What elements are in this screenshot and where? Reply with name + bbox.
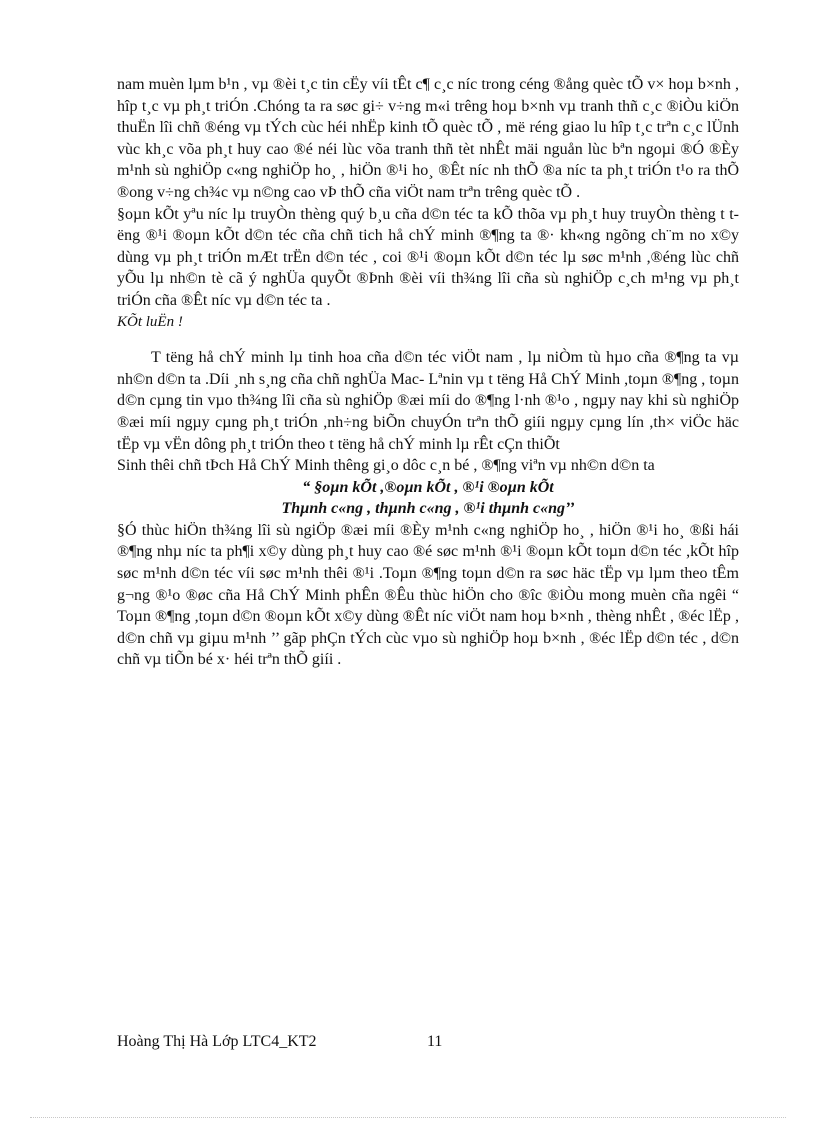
- section-heading: KÕt luËn !: [117, 313, 183, 330]
- paragraph-1: nam muèn lµm b¹n , vµ ®èi t¸c tin cËy víi tÊt c¶ c¸c níc trong céng ®ång quèc tÕ v× hoµ b×nh , hîp t¸c vµ ph¸t triÓn .Chóng ta ra søc gi÷ v÷ng m«i trêng hoµ b×nh vµ tranh thñ c¸c ®iÒu kiÖn thuËn lîi chñ ®éng vµ tÝch cùc héi nhËp kinh tÕ quèc tÕ , më réng giao lu hîp t¸c trªn c¸c lÜnh vùc kh¸c võa ph¸t huy cao ®é néi lùc võa tranh thñ tèt nhÊt mäi nguån lùc bªn ngoµi ®Ó ®Èy m¹nh sù nghiÖp c«ng nghiÖp ho¸ , hiÖn ®¹i ho¸ ®Êt níc nh thÕ ®a níc ta ph¸t triÓn t¹o ra thÕ ®ong v÷ng ch¾c vµ n©ng cao vÞ thÕ cña viÖt nam trªn trêng quèc tÕ .: [117, 76, 739, 201]
- paragraph-2: §oµn kÕt yªu níc lµ truyÒn thèng quý b¸u cña d©n téc ta kÕ thõa vµ ph¸t huy truyÒn thèng t tëng ®¹i ®oµn kÕt d©n téc cña chñ tich hå chÝ minh ®¶ng ta ®· kh«ng ngõng ch¨m no x©y dùng vµ ph¸t triÓn mÆt trËn d©n téc , coi ®¹i ®oµn kÕt d©n téc lµ søc m¹nh ,®éng lùc chñ yÕu lµ nh©n tè cã ý nghÜa quyÕt ®Þnh ®èi víi th¾ng lîi cña sù nghiÖp c¸ch m¹ng vµ ph¸t triÓn cña ®Êt níc vµ d©n téc ta .: [117, 205, 739, 309]
- page-footer: [117, 1033, 477, 1051]
- document-body: [117, 74, 739, 671]
- page-break-divider: [30, 1117, 786, 1118]
- quote-line-1: “ §oµn kÕt ,®oµn kÕt , ®¹i ®oµn kÕt: [302, 478, 554, 496]
- footer-author: Hoàng Thị Hà Lớp LTC4_KT2: [117, 1033, 317, 1050]
- quote-line-2: Thµnh c«ng , thµnh c«ng , ®¹i thµnh c«ng’’: [281, 500, 575, 518]
- paragraph-5: §Ó thùc hiÖn th¾ng lîi sù ngiÖp ®æi míi ®Èy m¹nh c«ng nghiÖp ho¸ , hiÖn ®¹i ho¸ ®ßi hái ®¶ng nhµ níc ta ph¶i x©y dùng ph¸t huy cao ®é søc m¹nh ®¹i ®oµn kÕt toµn d©n téc ,kÕt hîp søc m¹nh d©n téc víi søc m¹nh thêi ®¹i .Toµn ®¶ng toµn d©n ra søc häc tËp vµ lµm theo tÊm g¬ng ®¹o ®øc cña Hå ChÝ Minh phÊn ®Êu thùc hiÖn cho ®îc ®iÒu mong muèn cña ngêi “ Toµn ®¶ng ,toµn d©n ®oµn kÕt x©y dùng ®Êt níc viÖt nam hoµ b×nh , thèng nhÊt , ®éc lËp , d©n chñ vµ giµu m¹nh ’’ gãp phÇn tÝch cùc vµo sù nghiÖp hoµ b×nh , ®éc lËp d©n téc , d©n chñ vµ tiÕn bé x· héi trªn thÕ giíi .: [117, 521, 739, 669]
- paragraph-3: T tëng hå chÝ minh lµ tinh hoa cña d©n téc viÖt nam , lµ niÒm tù hµo cña ®¶ng ta vµ nh©n d©n ta .Díi ¸nh s¸ng cña chñ nghÜa Mac- Lªnin vµ t tëng Hå ChÝ Minh ,toµn ®¶ng , toµn d©n cµng tin vµo th¾ng lîi cña sù nghiÖp ®æi míi do ®¶ng l·nh ®¹o , ngµy nay khi sù nghiÖp ®æi míi ngµy cµng ph¸t triÓn ,nh÷ng biÕn chuyÓn trªn thÕ giíi ngµy cµng lín ,th× viÖc häc tËp vµ vËn dông ph¸t triÓn theo t tëng hå chÝ minh lµ rÊt cÇn thiÕt: [117, 349, 739, 453]
- page-number: 11: [427, 1033, 443, 1050]
- spacer: [117, 333, 739, 347]
- paragraph-4: Sinh thêi chñ tÞch Hå ChÝ Minh thêng gi¸o dôc c¸n bé , ®¶ng viªn vµ nh©n d©n ta: [117, 457, 655, 475]
